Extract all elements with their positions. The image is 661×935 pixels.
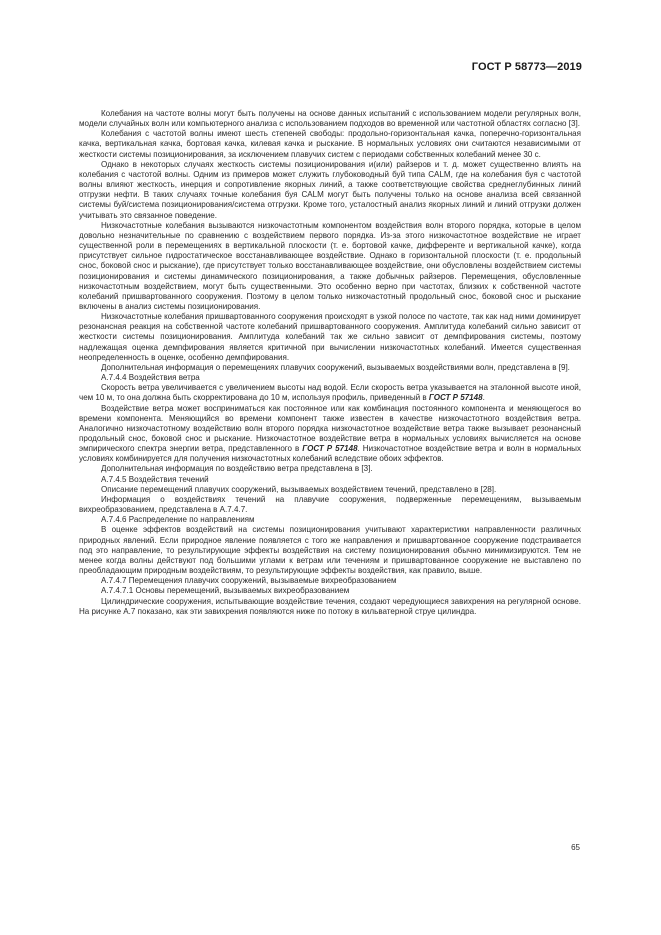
paragraph: Дополнительная информация о перемещениях плавучих сооружений, вызываемых воздействиями волн, представлена в [9]. (101, 362, 570, 372)
page-number: 65 (571, 843, 580, 852)
paragraph: Информация о воздействиях течений на плавучие сооружения, подверженные перемещениям, вызываемым вихреобразованием, представлена в А.7.4.7. (79, 494, 581, 515)
page-body (79, 109, 581, 617)
section-heading: А.7.4.6 Распределение по направлениям (101, 515, 255, 525)
paragraph: Колебания на частоте волны могут быть получены на основе данных испытаний с использованием модели регулярных волн, модели случайных волн или компьютерного анализа с использованием подходов во временной или частотной областях согласно [3]. (79, 109, 581, 129)
paragraph: Цилиндрические сооружения, испытывающие воздействие течения, создают чередующиеся завихрения на регулярной основе. На рисунке А.7 показано, как эти завихрения появляются ниже по потоку в кильватерной струе цилиндра. (79, 596, 581, 616)
paragraph: Описание перемещений плавучих сооружений, вызываемых воздействием течений, представлено в [28]. (101, 484, 497, 494)
paragraph (79, 383, 581, 403)
paragraph: Колебания с частотой волны имеют шесть степеней свободы: продольно-горизонтальная качка, поперечно-горизонтальная качка, вертикальная качка, бортовая качка, килевая качка и рыскание. В нормальных условиях они считаются независимыми от жесткости системы позиционирования, за исключением плавучих систем с периодами собственных колебаний менее 30 с. (79, 129, 581, 159)
paragraph (79, 404, 581, 465)
standard-reference: ГОСТ Р 57148 (428, 393, 483, 403)
paragraph: Дополнительная информация по воздействию ветра представлена в [3]. (101, 464, 373, 474)
paragraph-text: Воздействие ветра может восприниматься как постоянное или как комбинация постоянного компонента и меняющегося во времени компонента. Меняющийся во времени компонент также известен в качестве низкочастотного воздействия ветра. Аналогично низкочастотному воздействию волн второго порядка низкочастотное воздействие ветра также вызывает резонансный продольный снос, боковой снос и рыскание. Низкочастотное воздействие ветра в нормальных условиях вычисляется на основе эмпирического спектра энергии ветра, представленного в (79, 403, 581, 454)
section-heading: А.7.4.7 Перемещения плавучих сооружений, вызываемые вихреобразованием (101, 576, 397, 586)
paragraph: Низкочастотные колебания пришвартованного сооружения происходят в узкой полосе по частоте, так как над ними доминирует резонансная реакция на собственной частоте колебаний пришвартованного сооружения. Амплитуда колебаний сильно зависит от жесткости системы позиционирования. Амплитуда колебаний так же сильно зависит от демпфирования системы, поэтому надлежащая оценка демпфирования является критичной при вычислении низкочастотных колебаний. Имеется существенная неопределенность в оценке, особенно демпфирования. (79, 312, 581, 362)
document-code-header: ГОСТ Р 58773—2019 (471, 61, 582, 73)
standard-reference: ГОСТ Р 57148 (302, 444, 358, 454)
section-heading: А.7.4.4 Воздействия ветра (101, 373, 200, 383)
paragraph-text: . Низкочастотное воздействие ветра и волн в нормальных условиях комбинируется для получения низкочастотных колебаний вследствие обоих эффектов. (79, 444, 581, 464)
paragraph-text: . (482, 393, 485, 403)
paragraph: Низкочастотные колебания вызываются низкочастотным компонентом воздействия волн второго порядка, которые в целом довольно незначительные по сравнению с воздействием первого порядка. Из-за этого низкочастотное воздействие не играет существенной роли в перемещениях в вертикальной плоскости (т. е. бортовой качке, дифференте и вертикальной качке), когда присутствует сильное гидростатическое восстанавливающее воздействие. Однако в горизонтальной плоскости (т. е. продольный снос, боковой снос и рыскание), где присутствует только восстанавливающее воздействие, они обусловлены воздействием системы позиционирования и системы динамического позиционирования, а также добычных райзеров. Перемещения, обусловленные низкочастотным воздействием, могут быть существенными. Это особенно верно при частотах, близких к собственной частоте колебаний пришвартованного сооружения. Поэтому в целом только низкочастотный продольный снос, боковой снос и рыскание включены в анализ системы позиционирования. (79, 220, 581, 311)
section-heading: А.7.4.7.1 Основы перемещений, вызываемых вихреобразованием (101, 586, 350, 596)
paragraph: Однако в некоторых случаях жесткость системы позиционирования и(или) райзеров и т. д. может существенно влиять на колебания с частотой волны. Одним из примеров может служить глубоководный буй типа CALM, где на колебания буя с частотой волны влияют жесткость, инерция и сопротивление якорных линий, а также соответствующие свойства среднеглубинных линий отгрузки нефти. В таких случаях точные колебания буя CALM могут быть получены только на основе анализа всей связанной системы буй/система позиционирования/система отгрузки. Кроме того, усталостный анализ якорных линий и линий отгрузки должен учитывать это связанное поведение. (79, 159, 581, 220)
paragraph-text: Скорость ветра увеличивается с увеличением высоты над водой. Если скорость ветра указывается на эталонной высоте иной, чем 10 м, то она должна быть скорректирована до 10 м, используя профиль, приведенный в (79, 383, 581, 403)
section-heading: А.7.4.5 Воздействия течений (101, 474, 209, 484)
paragraph: В оценке эффектов воздействий на системы позиционирования учитывают характеристики направленности различных природных явлений. Если природное явление появляется с того же направления и пришвартованное сооружение подстраивается под это направление, то результирующие эффекты воздействия на систему позиционирования обычно минимизируются. Тем не менее когда волны действуют под большими углами к ветрам или течениям и пришвартованное сооружение не выставлено по преобладающим природным воздействиям, то результирующие эффекты воздействия, как правило, выше. (79, 525, 581, 576)
